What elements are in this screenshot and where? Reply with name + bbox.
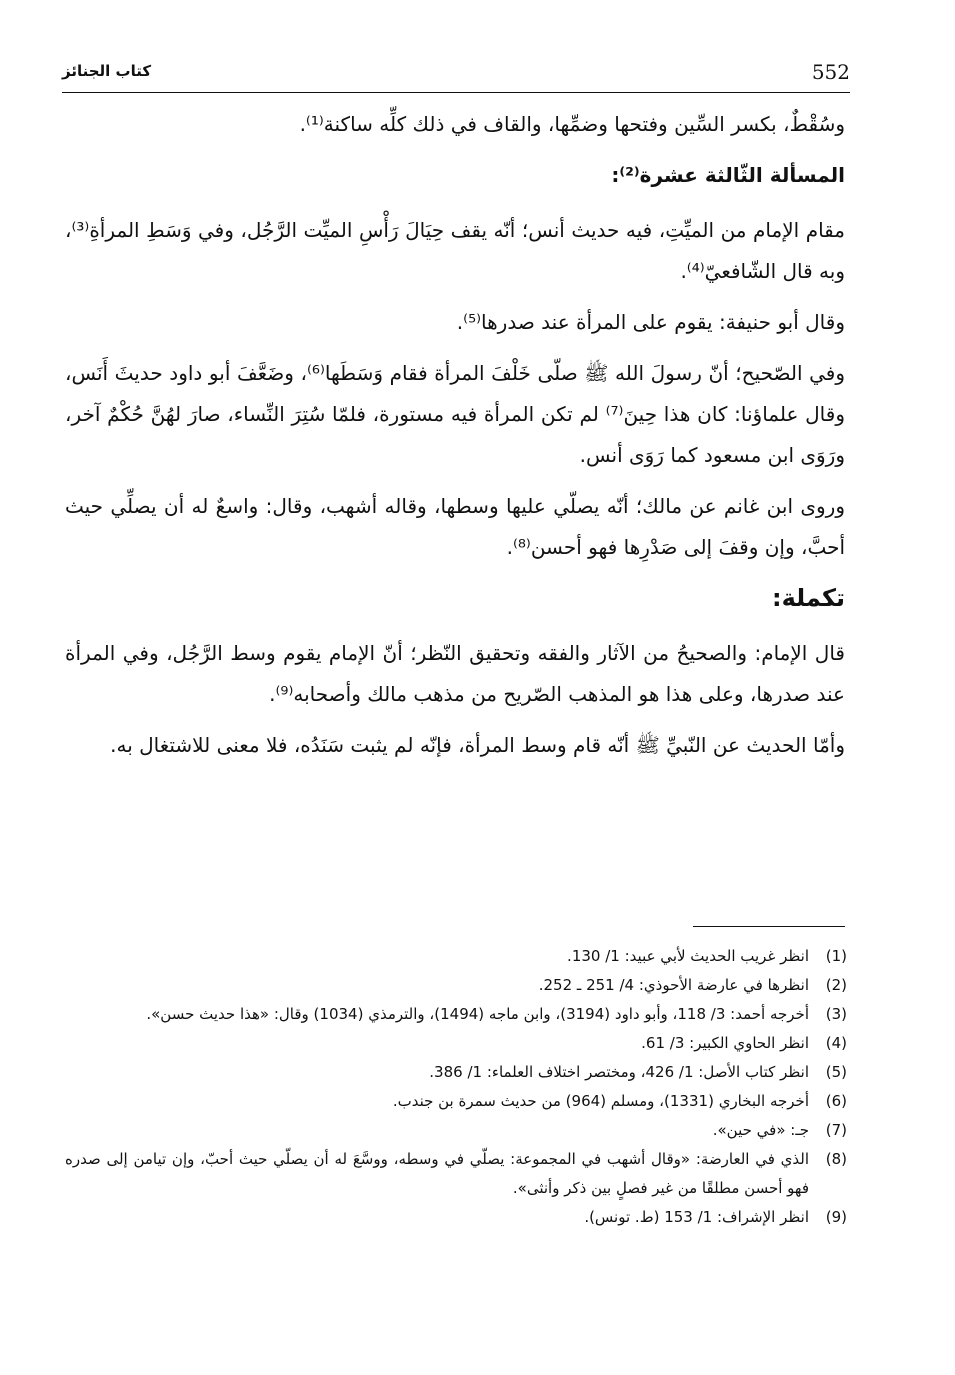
paragraph: وقال أبو حنيفة: يقوم على المرأة عند صدرها⁽⁵⁾. — [456, 310, 845, 334]
section-heading: تكملة: — [771, 584, 845, 612]
footnote — [65, 1203, 847, 1232]
footnote-text: الذي في العارضة: «وقال أشهب في المجموعة: يصلّي في وسطه، ووسَّعَ له أن يصلّي حيث أحبّ، وإن تيامن إلى صدره فهو أحسن مطلقًا من غير فصلٍ بين ذكر وأنثى». — [65, 1150, 809, 1197]
running-title: كتاب الجنائز — [62, 62, 152, 80]
page-number: 552 — [811, 60, 850, 84]
footnote-number: (5) — [825, 1063, 847, 1081]
page-header — [62, 58, 850, 93]
paragraph: وأمّا الحديث عن النّبيِّ ﷺ أنّه قام وسط المرأة، فإنّه لم يثبت سَنَدُه، فلا معنى للاشتغال به. — [110, 733, 845, 757]
footnote — [65, 942, 847, 971]
footnote — [65, 1000, 847, 1029]
footnotes — [65, 942, 847, 1232]
footnote-text: انظر غريب الحديث لأبي عبيد: 1/ 130. — [567, 947, 809, 965]
footnote-text: جـ: «في حين». — [712, 1121, 809, 1139]
footnote-number: (9) — [825, 1208, 847, 1226]
footnote-text: انظرها في عارضة الأحوذي: 4/ 251 ـ 252. — [538, 976, 809, 994]
section-heading: المسألة الثّالثة عشرة⁽²⁾: — [611, 163, 845, 187]
footnote-number: (7) — [825, 1121, 847, 1139]
footnote-text: انظر الإشراف: 1/ 153 (ط. تونس). — [584, 1208, 809, 1226]
footnote-text: أخرجه البخاري (1331)، ومسلم (964) من حديث سمرة بن جندب. — [392, 1092, 809, 1110]
paragraph: وروى ابن غانم عن مالك؛ أنّه يصلّي عليها وسطها، وقاله أشهب، وقال: واسعٌ له أن يصلِّي حيث أحبَّ، وإن وقفَ إلى صَدْرِها فهو أحسن⁽⁸⁾. — [65, 494, 845, 559]
footnote — [65, 1029, 847, 1058]
footnote — [65, 1145, 847, 1203]
footnote-number: (4) — [825, 1034, 847, 1052]
footnote-number: (8) — [825, 1150, 847, 1168]
paragraph: وسُقْطٌ، بكسر السِّين وفتحها وضمِّها، والقاف في ذلك كلِّه ساكنة⁽¹⁾. — [299, 112, 845, 136]
footnote-text: انظر الحاوي الكبير: 3/ 61. — [641, 1034, 809, 1052]
footnote-text: انظر كتاب الأصل: 1/ 426، ومختصر اختلاف العلماء: 1/ 386. — [429, 1063, 809, 1081]
footnote-number: (6) — [825, 1092, 847, 1110]
footnote-separator — [693, 926, 845, 927]
footnote — [65, 1116, 847, 1145]
paragraph: مقام الإمام من الميِّتِ، فيه حديث أنس؛ أنّه يقف حِيَالَ رَأْسِ الميِّت الرَّجُل، وفي وَسَطِ المرأةِ⁽³⁾، وبه قال الشّافعيّ⁽⁴⁾. — [65, 218, 845, 283]
paragraph: قال الإمام: والصحيحُ من الآثار والفقه وتحقيق النّظر؛ أنّ الإمام يقوم وسط الرَّجُل، وفي المرأة عند صدرها، وعلى هذا هو المذهب الصّريح من مذهب مالك وأصحابه⁽⁹⁾. — [65, 641, 845, 706]
footnote — [65, 971, 847, 1000]
paragraph: وفي الصّحيح؛ أنّ رسولَ الله ﷺ صلّى خَلْفَ المرأة فقام وَسَطَها⁽⁶⁾، وضَعَّفَ أبو داود حديثَ أَنَس، وقال علماؤنا: كان هذا حِينَ⁽⁷⁾ لم تكن المرأة فيه مستورة، فلمّا سُتِرَ النِّساء، صارَ لهُنَّ حُكْمٌ آخر، ورَوَى ابن مسعود كما رَوَى أنس. — [65, 361, 845, 467]
footnote-number: (1) — [825, 947, 847, 965]
footnote-text: أخرجه أحمد: 3/ 118، وأبو داود (3194)، وابن ماجه (1494)، والترمذي (1034) وقال: «هذا حديث حسن». — [146, 1005, 809, 1023]
footnote-number: (3) — [825, 1005, 847, 1023]
footnote — [65, 1087, 847, 1116]
main-text — [65, 104, 845, 776]
footnote — [65, 1058, 847, 1087]
footnote-number: (2) — [825, 976, 847, 994]
